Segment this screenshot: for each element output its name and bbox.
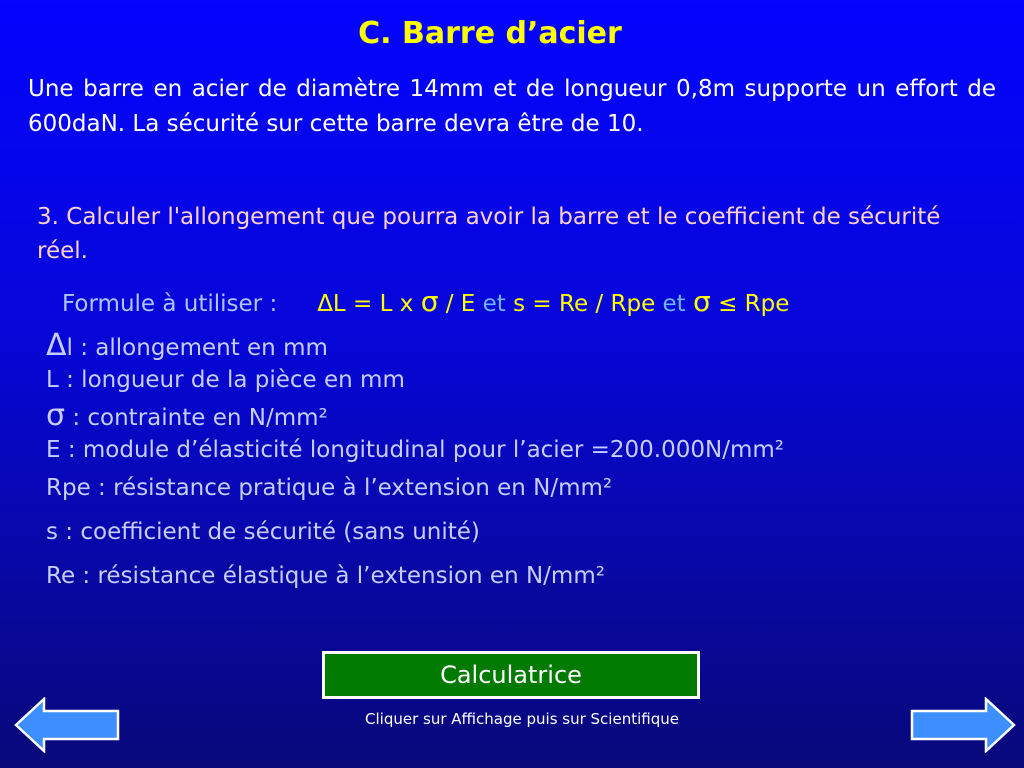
- formula-condition: ≤ Rpe: [710, 291, 790, 317]
- problem-statement: Une barre en acier de diamètre 14mm et de longueur 0,8m supporte un effort de 600daN. La sécurité sur cette barre devra être de 10.: [28, 76, 996, 137]
- definition-item: [46, 510, 986, 554]
- definition-symbol: σ: [46, 398, 66, 433]
- previous-slide-button[interactable]: [12, 697, 122, 753]
- definition-text: l : allongement en mm: [66, 335, 328, 361]
- formula-sigma: σ: [693, 285, 711, 318]
- definition-text: Rpe : résistance pratique à l’extension en N/mm²: [46, 475, 613, 501]
- left-arrow-icon: [12, 697, 122, 753]
- definition-item: [46, 554, 986, 598]
- formula-elongation: ΔL = L x: [317, 291, 421, 317]
- formula-and: et: [475, 291, 514, 317]
- formula-and: et: [655, 291, 694, 317]
- definitions-list: [46, 326, 986, 598]
- question-text: 3. Calculer l'allongement que pourra avoir la barre et le coefficient de sécurité réel.: [37, 204, 941, 264]
- definition-item: [46, 396, 986, 434]
- formula-sigma: σ: [420, 285, 439, 318]
- definition-item: [46, 326, 986, 364]
- definition-text: Re : résistance élastique à l’extension en N/mm²: [46, 563, 605, 589]
- definition-text: s : coefficient de sécurité (sans unité): [46, 519, 480, 545]
- calculator-hint: Cliquer sur Affichage puis sur Scientifique: [365, 710, 679, 728]
- formula-line: [62, 284, 1002, 322]
- definition-item: [46, 364, 986, 396]
- formula-label: Formule à utiliser :: [62, 291, 278, 317]
- formula-safety: s = Re / Rpe: [513, 291, 656, 317]
- slide-title: C. Barre d’acier: [358, 16, 622, 51]
- calculator-button[interactable]: [322, 651, 700, 699]
- definition-item: [46, 466, 986, 510]
- calculator-button-label: Calculatrice: [440, 661, 582, 689]
- right-arrow-icon: [908, 697, 1018, 753]
- definition-symbol: Δ: [46, 328, 67, 363]
- definition-text: : contrainte en N/mm²: [65, 405, 328, 431]
- definition-text: E : module d’élasticité longitudinal pour l’acier =200.000N/mm²: [46, 437, 784, 463]
- next-slide-button[interactable]: [908, 697, 1018, 753]
- definition-item: [46, 434, 986, 466]
- formula-elongation-end: / E: [438, 291, 476, 317]
- definition-text: L : longueur de la pièce en mm: [46, 367, 405, 393]
